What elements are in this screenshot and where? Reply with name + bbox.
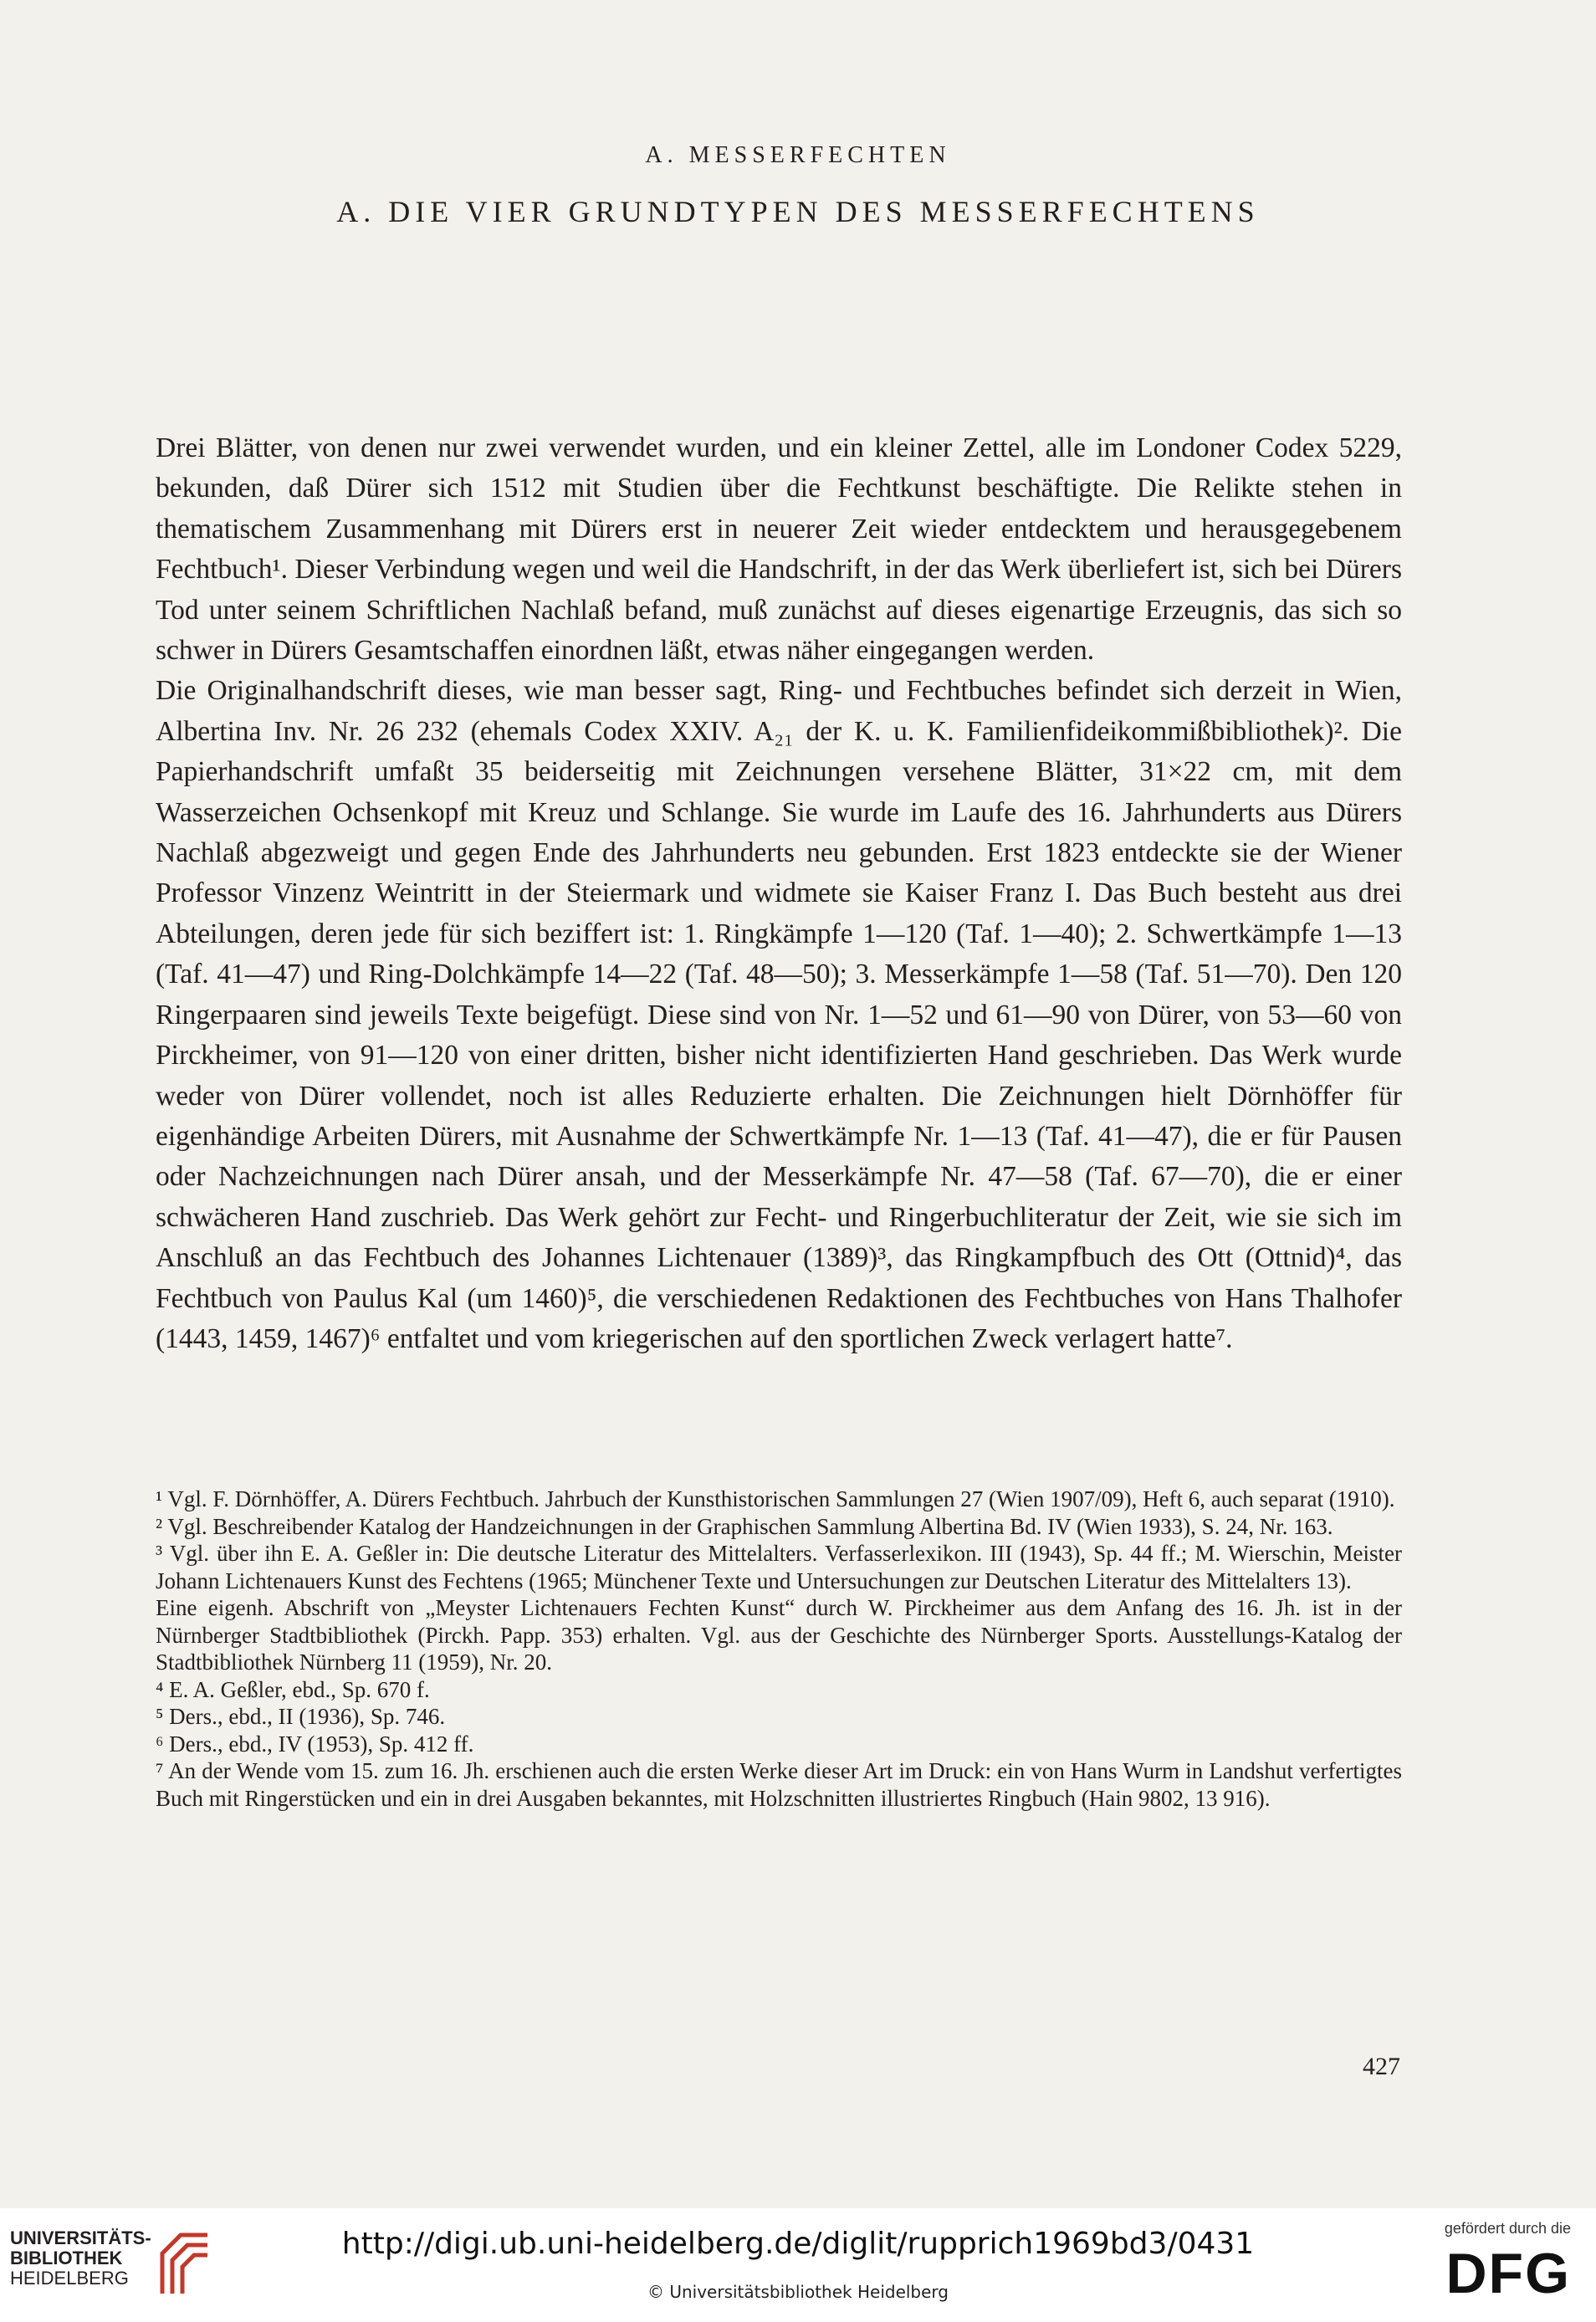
- body-paragraph: Die Originalhandschrift dieses, wie man besser sagt, Ring- und Fechtbuches befindet sich derzeit in Wien, Albertina Inv. Nr. 26 232 (ehemals Codex XXIV. A₂₁ der K. u. K. Familienfideikommißbibliothek)². Die Papierhandschrift umfaßt 35 beiderseitig mit Zeichnungen versehene Blätter, 31×22 cm, mit dem Wasserzeichen Ochsenkopf mit Kreuz und Schlange. Sie wurde im Laufe des 16. Jahrhunderts aus Dürers Nachlaß abgezweigt und gegen Ende des Jahrhunderts neu gebunden. Erst 1823 entdeckte sie der Wiener Professor Vinzenz Weintritt in der Steiermark und widmete sie Kaiser Franz I. Das Buch besteht aus drei Abteilungen, deren jede für sich beziffert ist: 1. Ringkämpfe 1—120 (Taf. 1—40); 2. Schwertkämpfe 1—13 (Taf. 41—47) und Ring-Dolchkämpfe 14—22 (Taf. 48—50); 3. Messerkämpfe 1—58 (Taf. 51—70). Den 120 Ringerpaaren sind jeweils Texte beigefügt. Diese sind von Nr. 1—52 und 61—90 von Dürer, von 53—60 von Pirckheimer, von 91—120 von einer dritten, bisher nicht identifizierten Hand geschrieben. Das Werk wurde weder von Dürer vollendet, noch ist alles Reduzierte erhalten. Die Zeichnungen hielt Dörnhöffer für eigenhändige Arbeiten Dürers, mit Ausnahme der Schwertkämpfe Nr. 1—13 (Taf. 41—47), die er für Pausen oder Nachzeichnungen nach Dürer ansah, und der Messerkämpfe Nr. 47—58 (Taf. 67—70), die er einer schwächeren Hand zuschrieb. Das Werk gehört zur Fecht- und Ringerbuchliteratur der Zeit, wie sie sich im Anschluß an das Fechtbuch des Johannes Lichtenauer (1389)³, das Ringkampfbuch des Ott (Ottnid)⁴, das Fechtbuch von Paulus Kal (um 1460)⁵, die verschiedenen Redaktionen des Fechtbuches von Hans Thalhofer (1443, 1459, 1467)⁶ entfaltet und vom kriegerischen auf den sportlichen Zweck verlagert hatte⁷.: [156, 675, 1402, 1354]
- viewer-footer: [0, 2208, 1596, 2322]
- footnote-3: ³ Vgl. über ihn E. A. Geßler in: Die deutsche Literatur des Mittelalters. Verfasserlexikon. III (1943), Sp. 44 ff.; M. Wierschin, Meister Johann Lichtenauers Kunst des Fechtens (1965; Münchener Texte und Untersuchungen zur Deutschen Literatur des Mittelalters 13).: [156, 1541, 1402, 1593]
- footnote-4: ⁴ E. A. Geßler, ebd., Sp. 670 f.: [156, 1676, 430, 1702]
- library-logo-line: HEIDELBERG: [10, 2268, 129, 2289]
- footnote-5: ⁵ Ders., ebd., II (1936), Sp. 746.: [156, 1704, 446, 1729]
- library-logo-line: BIBLIOTHEK: [10, 2248, 123, 2268]
- footnote-2: ² Vgl. Beschreibender Katalog der Handzeichnungen in der Graphischen Sammlung Albertina Bd. IV (Wien 1933), S. 24, Nr. 163.: [156, 1513, 1333, 1539]
- document-url-link[interactable]: http://digi.ub.uni-heidelberg.de/diglit/rupprich1969bd3/0431: [341, 2227, 1255, 2261]
- library-logo-line: UNIVERSITÄTS-: [10, 2227, 151, 2248]
- copyright-notice: © Universitätsbibliothek Heidelberg: [647, 2282, 949, 2302]
- footnote-3-continued: Eine eigenh. Abschrift von „Meyster Lichtenauers Fechten Kunst“ durch W. Pirckheimer aus dem Anfang des 16. Jh. ist in der Nürnberger Stadtbibliothek (Pirckh. Papp. 353) erhalten. Vgl. aus der Geschichte des Nürnberger Sports. Ausstellungs-Katalog der Stadtbibliothek Nürnberg 11 (1959), Nr. 20.: [156, 1595, 1402, 1675]
- footnote-6: ⁶ Ders., ebd., IV (1953), Sp. 412 ff.: [156, 1731, 474, 1757]
- body-text: [156, 428, 1402, 1359]
- page-number: 427: [1363, 2053, 1400, 2080]
- footnote-1: ¹ Vgl. F. Dörnhöffer, A. Dürers Fechtbuch. Jahrbuch der Kunsthistorischen Sammlungen 27 (Wien 1907/09), Heft 6, auch separat (1910).: [156, 1486, 1395, 1511]
- body-paragraph: Drei Blätter, von denen nur zwei verwendet wurden, und ein kleiner Zettel, alle im Londoner Codex 5229, bekunden, daß Dürer sich 1512 mit Studien über die Fechtkunst beschäftigte. Die Relikte stehen in thematischem Zusammenhang mit Dürers erst in neuerer Zeit wieder entdecktem und herausgegebenem Fechtbuch¹. Dieser Verbindung wegen und weil die Handschrift, in der das Werk überliefert ist, sich bei Dürers Tod unter seinem Schriftlichen Nachlaß befand, muß zunächst auf dieses eigenartige Erzeugnis, das sich so schwer in Dürers Gesamtschaffen einordnen läßt, etwas näher eingegangen werden.: [156, 432, 1402, 667]
- footnote-7: ⁷ An der Wende vom 15. zum 16. Jh. erschienen auch die ersten Werke dieser Art im Druck: ein von Hans Wurm in Landshut verfertigtes Buch mit Ringerstücken und ein in drei Ausgaben bekanntes, mit Holzschnitten illustriertes Ringbuch (Hain 9802, 13 916).: [156, 1758, 1402, 1811]
- section-title: A. DIE VIER GRUNDTYPEN DES MESSERFECHTENS: [336, 195, 1260, 228]
- sponsor-caption: gefördert durch die: [1444, 2220, 1571, 2237]
- running-head: A. MESSERFECHTEN: [645, 142, 951, 168]
- footnotes: [156, 1486, 1402, 1812]
- dfg-logo: DFG: [1445, 2242, 1571, 2305]
- sponsor-logo[interactable]: [1404, 2220, 1571, 2312]
